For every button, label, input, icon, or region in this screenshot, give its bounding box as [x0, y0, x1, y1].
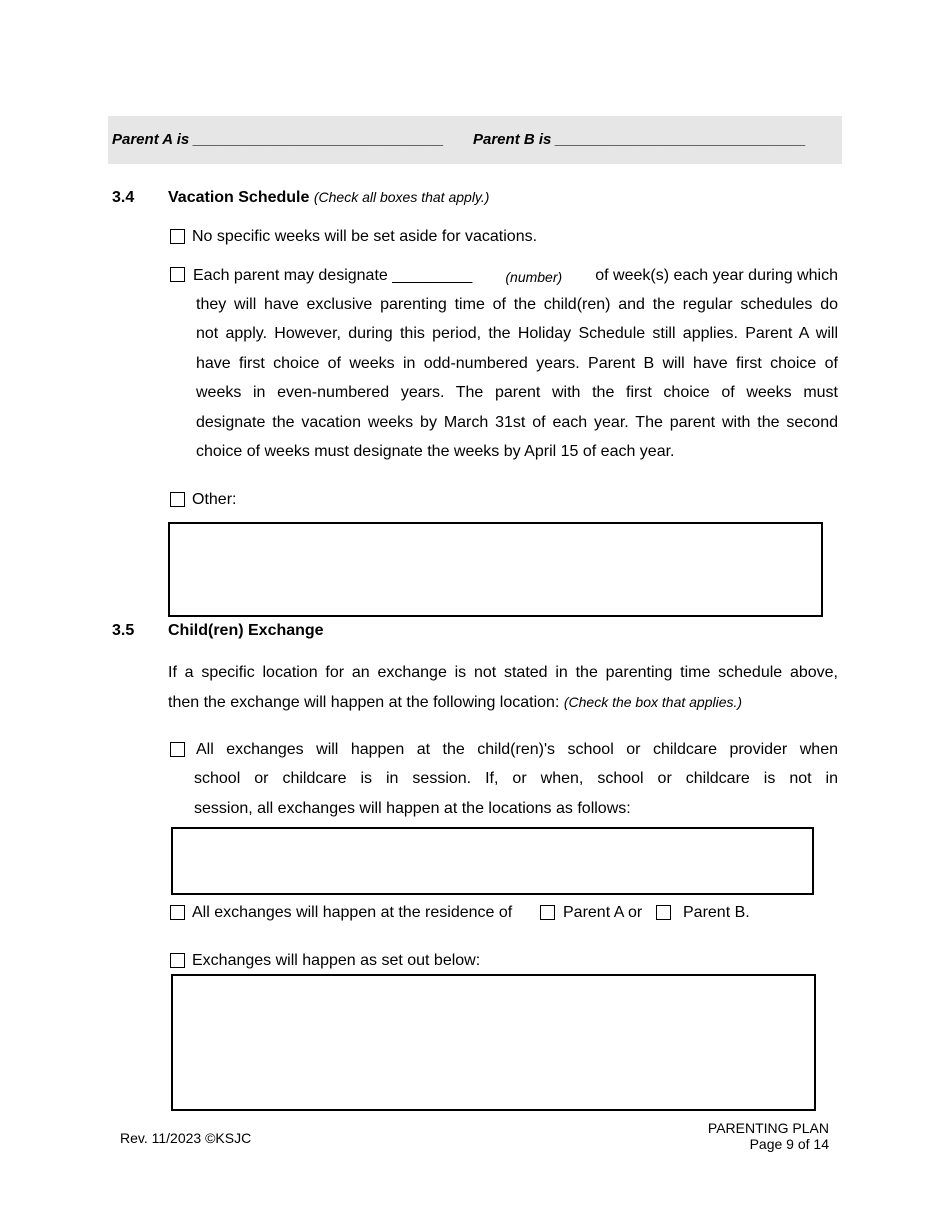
exchange-intro-line-1: If a specific location for an exchange is not stated in the parenting time schedule above,	[168, 664, 838, 681]
designate-weeks-text-line: not apply. However, during this period, the Holiday Schedule still applies. Parent A will	[196, 325, 838, 342]
section-3-5-title: Child(ren) Exchange	[168, 622, 324, 639]
section-3-4-heading	[168, 189, 489, 207]
designate-weeks-line-1	[193, 266, 838, 287]
school-exchange-line-2: school or childcare is in session. If, or when, school or childcare is not in	[194, 770, 838, 787]
section-3-4-title: Vacation Schedule	[168, 189, 310, 206]
designate-weeks-start: Each parent may designate _________	[193, 267, 473, 284]
designate-weeks-text-line: designate the vacation weeks by March 31st of each year. The parent with the second	[196, 414, 838, 431]
school-exchange-line-3: session, all exchanges will happen at the locations as follows:	[194, 800, 631, 817]
designate-weeks-text-line: they will have exclusive parenting time of the child(ren) and the regular schedules do	[196, 296, 838, 313]
school-exchange-checkbox[interactable]	[170, 742, 185, 757]
custom-exchange-label: Exchanges will happen as set out below:	[192, 952, 481, 969]
designate-weeks-text-line: have first choice of weeks in odd-numbered years. Parent B will have first choice of	[196, 355, 838, 372]
other-checkbox[interactable]	[170, 492, 185, 507]
section-3-4-number: 3.4	[112, 189, 135, 206]
parent-b-blank[interactable]: ______________________________	[555, 131, 806, 148]
school-exchange-locations-box[interactable]	[171, 827, 814, 895]
other-vacation-text-box[interactable]	[168, 522, 823, 617]
no-specific-weeks-label: No specific weeks will be set aside for vacations.	[192, 228, 538, 245]
parent-a-label: Parent A is	[112, 131, 190, 148]
exchange-intro-note: (Check the box that applies.)	[563, 694, 743, 710]
no-specific-weeks-checkbox[interactable]	[170, 229, 185, 244]
parent-b-label: Parent B is	[473, 131, 552, 148]
custom-exchange-text-box[interactable]	[171, 974, 816, 1111]
school-exchange-line-1: All exchanges will happen at the child(ren)'s school or childcare provider when	[196, 741, 838, 758]
residence-parent-b-checkbox[interactable]	[656, 905, 671, 920]
residence-parent-b-label: Parent B.	[683, 904, 750, 921]
designate-weeks-number-note: (number)	[505, 269, 563, 285]
parent-a-blank[interactable]: ______________________________	[193, 131, 444, 148]
exchange-intro-text: then the exchange will happen at the following location:	[168, 694, 560, 711]
residence-parent-a-checkbox[interactable]	[540, 905, 555, 920]
footer-page-number: Page 9 of 14	[749, 1136, 829, 1152]
designate-weeks-text-line: choice of weeks must designate the weeks by April 15 of each year.	[196, 443, 675, 460]
other-label: Other:	[192, 491, 237, 508]
custom-exchange-checkbox[interactable]	[170, 953, 185, 968]
designate-weeks-end: of week(s) each year during which	[595, 267, 838, 284]
designate-weeks-text-line: weeks in even-numbered years. The parent with the first choice of weeks must	[196, 384, 838, 401]
residence-exchange-checkbox[interactable]	[170, 905, 185, 920]
designate-weeks-checkbox[interactable]	[170, 267, 185, 282]
exchange-intro-line-2	[168, 692, 742, 713]
revision-note: Rev. 11/2023 ©KSJC	[120, 1130, 252, 1146]
residence-exchange-label: All exchanges will happen at the residence of	[192, 904, 513, 921]
section-3-4-note: (Check all boxes that apply.)	[313, 189, 490, 205]
section-3-5-number: 3.5	[112, 622, 135, 639]
residence-parent-a-label: Parent A or	[563, 904, 643, 921]
parent-a-line	[112, 131, 444, 148]
footer-doc-title: PARENTING PLAN	[707, 1120, 829, 1136]
footer-doc-info	[708, 1120, 829, 1152]
parent-b-line	[473, 131, 806, 148]
